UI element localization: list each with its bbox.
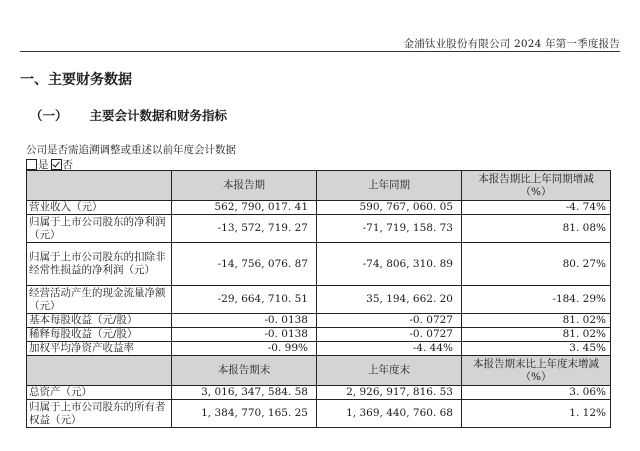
subsection-number: （一） — [30, 108, 68, 123]
cell-current: 3, 016, 347, 584. 58 — [172, 386, 317, 400]
cell-current: 1, 384, 770, 165. 25 — [172, 400, 317, 428]
unchecked-box-icon[interactable] — [26, 159, 37, 170]
financial-data-table — [26, 170, 611, 428]
cell-current: -13, 572, 719. 27 — [172, 215, 317, 243]
table-row — [27, 342, 611, 356]
row-label: 归属于上市公司股东的所有者权益（元） — [27, 400, 172, 428]
cell-current: -29, 664, 710. 51 — [172, 286, 317, 314]
cell-prior: 2, 926, 917, 816. 53 — [317, 386, 462, 400]
cell-current: -0. 0138 — [172, 314, 317, 328]
cell-prior: -0. 0727 — [317, 314, 462, 328]
table-row — [27, 286, 611, 314]
cell-current: 562, 790, 017. 41 — [172, 201, 317, 215]
restatement-question: 公司是否需追溯调整或重述以前年度会计数据 — [26, 144, 236, 156]
header-cell-prior: 上年同期 — [317, 171, 462, 201]
cell-change: 81. 02% — [462, 328, 611, 342]
table-row — [27, 400, 611, 428]
header-cell-change: 本报告期比上年同期增减（%） — [462, 171, 611, 201]
table-row — [27, 215, 611, 243]
header-divider — [20, 51, 620, 52]
cell-prior: 1, 369, 440, 760. 68 — [317, 400, 462, 428]
row-label: 归属于上市公司股东的扣除非经常性损益的净利润（元） — [27, 243, 172, 286]
cell-prior: -71, 719, 158. 73 — [317, 215, 462, 243]
table-row — [27, 328, 611, 342]
cell-prior: 35, 194, 662. 20 — [317, 286, 462, 314]
cell-change: 81. 02% — [462, 314, 611, 328]
header-cell-change: 本报告期末比上年度末增减（%） — [462, 356, 611, 386]
row-label: 总资产（元） — [27, 386, 172, 400]
row-label: 经营活动产生的现金流量净额（元） — [27, 286, 172, 314]
header-cell-current: 本报告期 — [172, 171, 317, 201]
cell-current: -0. 0138 — [172, 328, 317, 342]
header-cell-current: 本报告期末 — [172, 356, 317, 386]
option-no-label: 否 — [62, 159, 73, 171]
row-label: 基本每股收益（元/股） — [27, 314, 172, 328]
section-title: 一、主要财务数据 — [20, 72, 132, 88]
cell-change: 1. 12% — [462, 400, 611, 428]
header-cell-prior: 上年度末 — [317, 356, 462, 386]
cell-prior: 590, 767, 060. 05 — [317, 201, 462, 215]
cell-change: -184. 29% — [462, 286, 611, 314]
table-row — [27, 314, 611, 328]
table-row — [27, 201, 611, 215]
cell-change: 81. 08% — [462, 215, 611, 243]
header-cell-blank — [27, 356, 172, 386]
cell-change: 80. 27% — [462, 243, 611, 286]
table-subheader-row — [27, 356, 611, 386]
subsection-title — [30, 106, 227, 124]
cell-change: 3. 06% — [462, 386, 611, 400]
option-yes-label: 是 — [38, 159, 49, 171]
checked-box-icon[interactable] — [51, 159, 62, 170]
subsection-text: 主要会计数据和财务指标 — [89, 108, 228, 123]
table-header-row — [27, 171, 611, 201]
cell-prior: -0. 0727 — [317, 328, 462, 342]
table-row — [27, 243, 611, 286]
cell-change: 3. 45% — [462, 342, 611, 356]
running-header: 金浦钛业股份有限公司 2024 年第一季度报告 — [403, 38, 620, 50]
cell-prior: -4. 44% — [317, 342, 462, 356]
row-label: 加权平均净资产收益率 — [27, 342, 172, 356]
header-cell-blank — [27, 171, 172, 201]
row-label: 归属于上市公司股东的净利润（元） — [27, 215, 172, 243]
row-label: 营业收入（元） — [27, 201, 172, 215]
cell-current: -0. 99% — [172, 342, 317, 356]
cell-current: -14, 756, 076. 87 — [172, 243, 317, 286]
cell-prior: -74, 806, 310. 89 — [317, 243, 462, 286]
cell-change: -4. 74% — [462, 201, 611, 215]
row-label: 稀释每股收益（元/股） — [27, 328, 172, 342]
table-row — [27, 386, 611, 400]
